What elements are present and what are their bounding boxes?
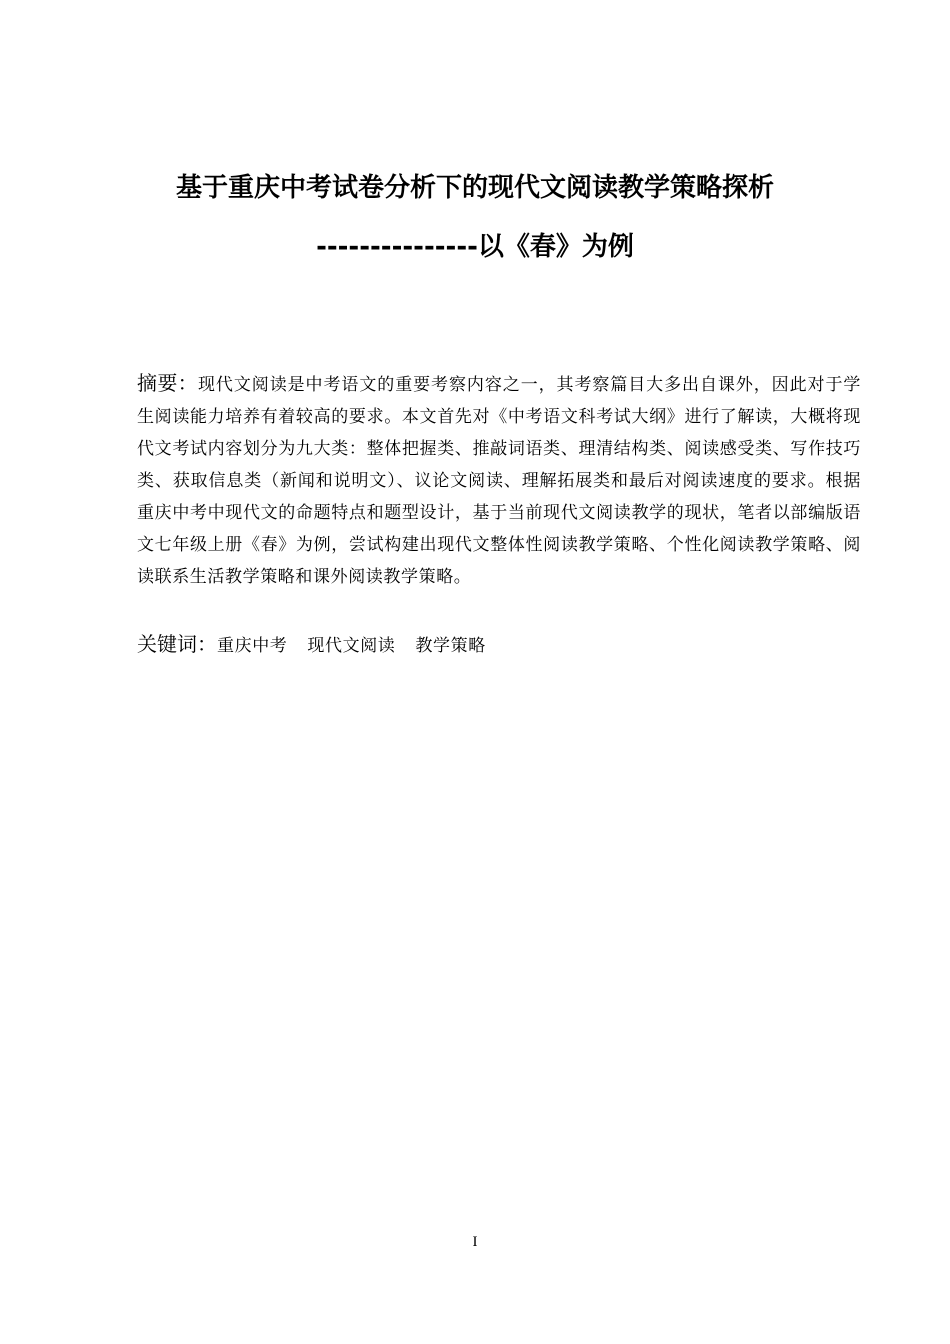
keywords-label: 关键词： <box>137 632 217 656</box>
keyword: 教学策略 <box>415 636 486 656</box>
document-subtitle: ---------------以《春》为例 <box>316 232 634 262</box>
keyword: 现代文阅读 <box>307 636 396 656</box>
document-title: 基于重庆中考试卷分析下的现代文阅读教学策略探析 <box>175 173 774 203</box>
keywords <box>137 628 861 662</box>
abstract-text: 现代文阅读是中考语文的重要考察内容之一，其考察篇目大多出自课外，因此对于学生阅读能力培养有着较高的要求。本文首先对《中考语文科考试大纲》进行了解读，大概将现代文考试内容划分为九大类：整体把握类、推敲词语类、理清结构类、阅读感受类、写作技巧类、获取信息类（新闻和说明文）、议论文阅读、理解拓展类和最后对阅读速度的要求。根据重庆中考中现代文的命题特点和题型设计，基于当前现代文阅读教学的现状，笔者以部编版语文七年级上册《春》为例，尝试构建出现代文整体性阅读教学策略、个性化阅读教学策略、阅读联系生活教学策略和课外阅读教学策略。 <box>137 375 861 587</box>
page-number: I <box>472 1234 478 1250</box>
abstract <box>137 367 861 593</box>
abstract-label: 摘要： <box>137 371 198 395</box>
keyword: 重庆中考 <box>217 636 288 656</box>
